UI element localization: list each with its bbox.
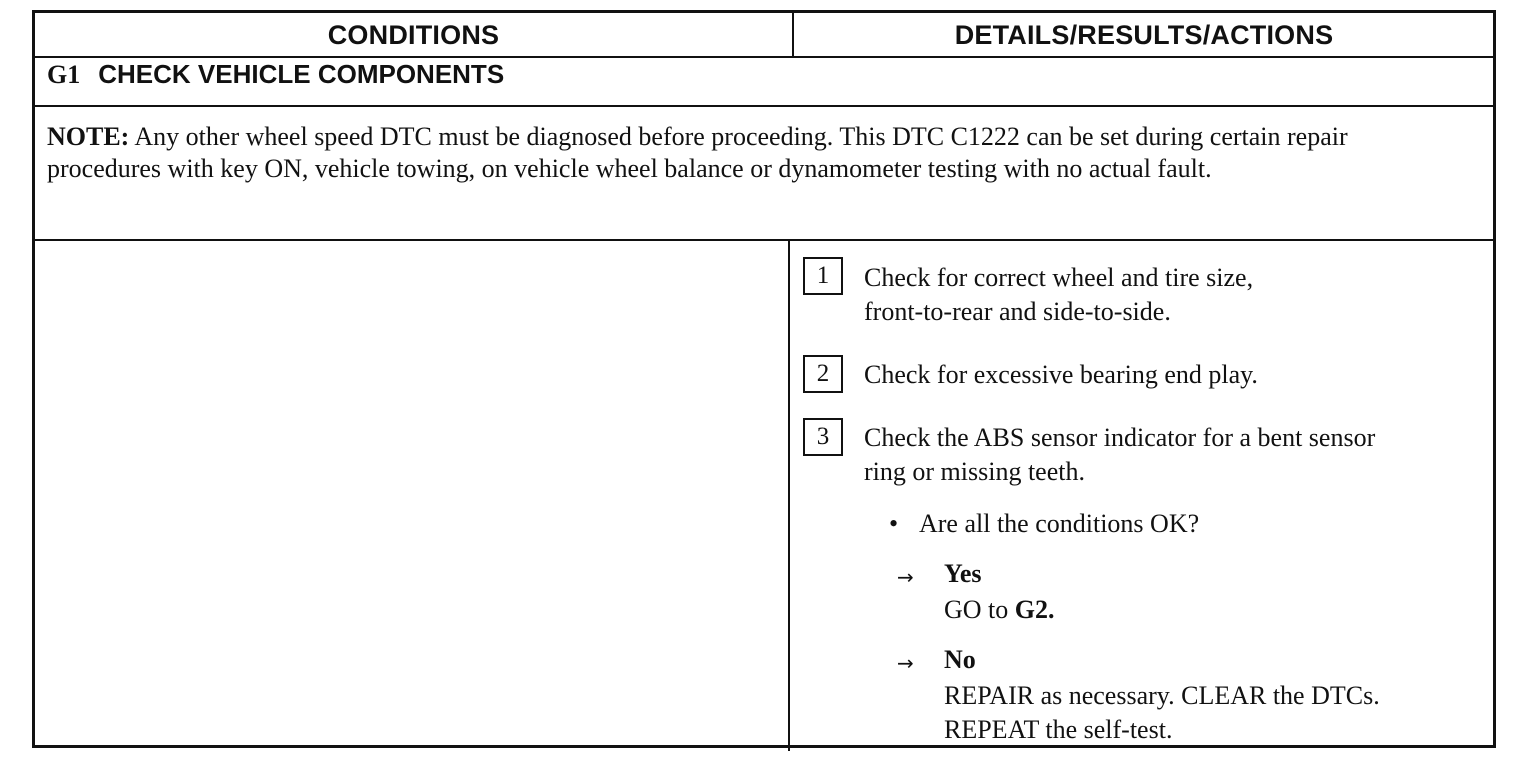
step-number-box: 3 <box>803 418 843 456</box>
section-name: CHECK VEHICLE COMPONENTS <box>98 59 505 89</box>
yes-action <box>944 593 1055 627</box>
no-action <box>944 679 1380 747</box>
step-line: Check for correct wheel and tire size, <box>864 263 1254 292</box>
note-label: NOTE: <box>47 122 130 151</box>
step-line: Check the ABS sensor indicator for a bent sensor <box>864 423 1376 452</box>
yes-action-prefix: GO to <box>944 595 1015 624</box>
header-divider <box>792 13 794 57</box>
no-action-line: REPAIR as necessary. CLEAR the DTCs. <box>944 681 1380 710</box>
body-divider <box>788 241 790 751</box>
step-line: ring or missing teeth. <box>864 457 1085 486</box>
section-rule <box>35 105 1493 107</box>
step-text <box>864 358 1258 392</box>
note-rule <box>35 239 1493 241</box>
step-text <box>864 261 1253 329</box>
step-number-box: 1 <box>803 257 843 295</box>
arrow-right-icon: → <box>897 565 914 589</box>
header-rule <box>35 56 1493 58</box>
arrow-right-icon: → <box>897 651 914 675</box>
step-line: front-to-rear and side-to-side. <box>864 297 1171 326</box>
note-paragraph <box>47 121 1467 185</box>
details-header: DETAILS/RESULTS/ACTIONS <box>954 19 1334 50</box>
bullet-icon: • <box>889 509 899 538</box>
step-number-box: 2 <box>803 355 843 393</box>
step-text <box>864 421 1375 489</box>
section-title <box>47 59 504 90</box>
conditions-header: CONDITIONS <box>327 19 500 50</box>
no-action-line: REPEAT the self-test. <box>944 715 1173 744</box>
question-text: Are all the conditions OK? <box>919 509 1200 538</box>
step-line: Check for excessive bearing end play. <box>864 360 1258 389</box>
note-text: Any other wheel speed DTC must be diagnosed before proceeding. This DTC C1222 can be set during certain repair procedures with key ON, vehicle towing, on vehicle wheel balance or dynamometer testing with no actual fault. <box>47 122 1348 183</box>
section-code: G1 <box>47 60 81 89</box>
yes-action-target: G2. <box>1014 595 1055 624</box>
no-label: No <box>944 645 976 674</box>
yes-label: Yes <box>944 559 982 588</box>
procedure-table <box>32 10 1496 748</box>
